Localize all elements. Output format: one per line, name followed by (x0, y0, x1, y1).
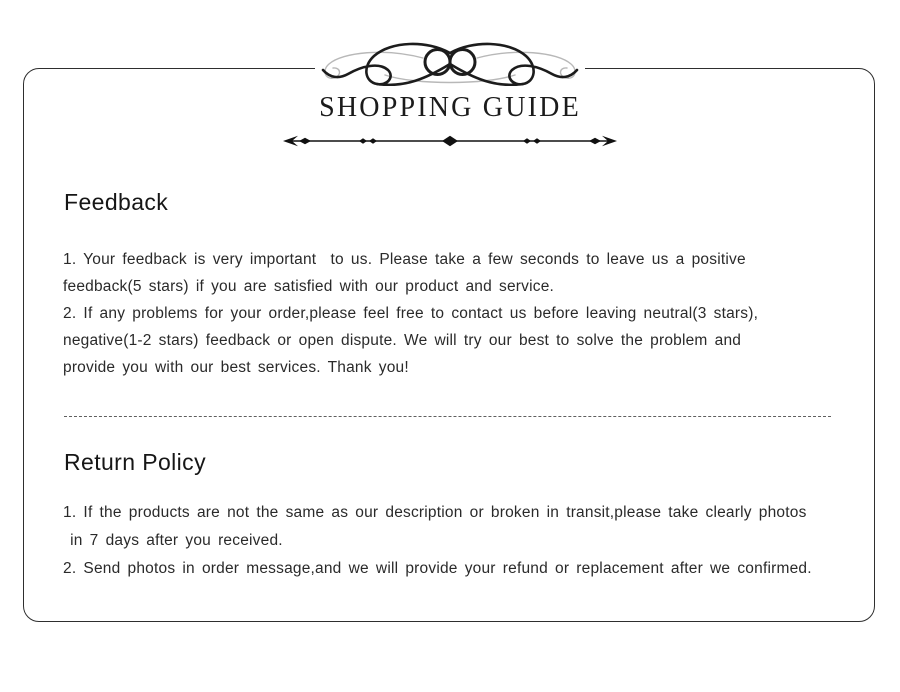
dashed-divider (64, 416, 831, 417)
return-policy-text (63, 499, 863, 583)
feedback-text (63, 246, 853, 381)
feedback-line: feedback(5 stars) if you are satisfied with our product and service. (63, 278, 555, 295)
feedback-line: provide you with our best services. Thank you! (63, 359, 409, 376)
flourish-ornament-icon (315, 38, 585, 86)
return-policy-line: in 7 days after you received. (63, 532, 283, 549)
page-title: SHOPPING GUIDE (319, 92, 581, 123)
feedback-heading: Feedback (64, 189, 169, 215)
feedback-line: 2. If any problems for your order,please feel free to contact us before leaving neutral(3 stars), (63, 305, 759, 322)
feedback-line: 1. Your feedback is very important to us. Please take a few seconds to leave us a positive (63, 251, 746, 268)
return-policy-heading: Return Policy (64, 449, 206, 475)
return-policy-line: 1. If the products are not the same as our description or broken in transit,please take clearly photos (63, 504, 807, 521)
feedback-line: negative(1-2 stars) feedback or open dispute. We will try our best to solve the problem and (63, 332, 742, 349)
return-policy-line: 2. Send photos in order message,and we will provide your refund or replacement after we confirmed. (63, 560, 812, 577)
diamond-rule-icon (283, 133, 617, 149)
